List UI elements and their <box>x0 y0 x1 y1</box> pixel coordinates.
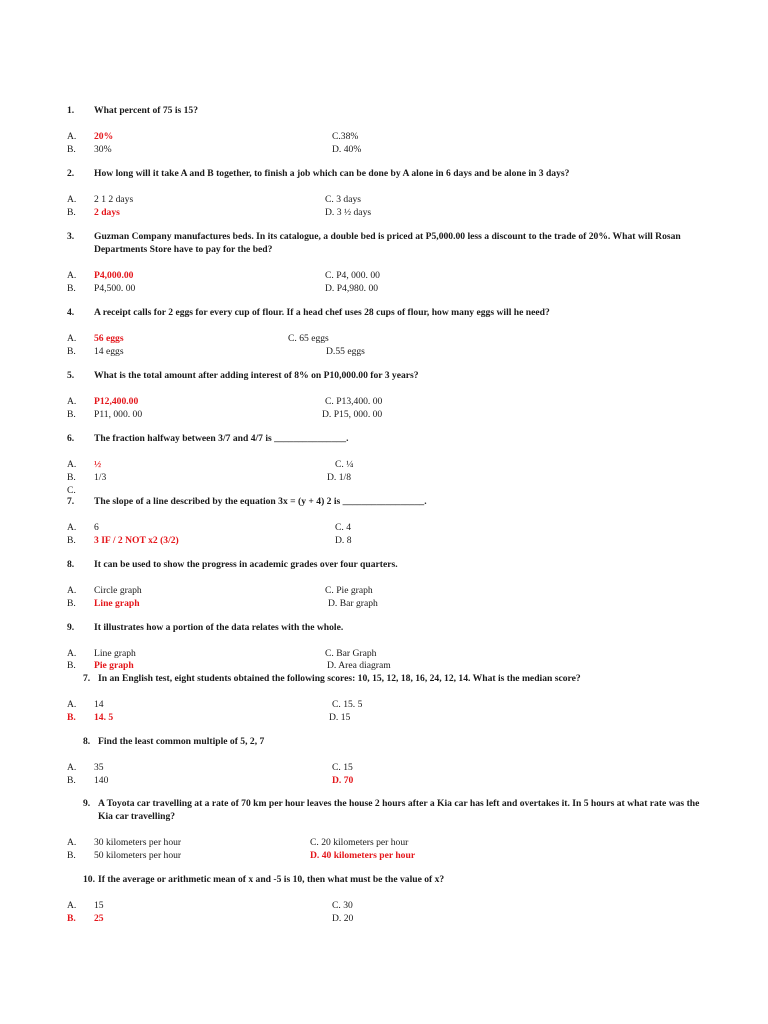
question-8b <box>67 736 708 749</box>
answer-row-b-d <box>67 345 707 358</box>
answer-row-b-d <box>67 282 707 295</box>
question-number: 2. <box>67 168 75 179</box>
choice-b: 14 eggs <box>94 346 124 357</box>
answer-row-b-d <box>67 774 707 787</box>
choice-b: 50 kilometers per hour <box>94 850 182 861</box>
choice-a-letter: A. <box>67 648 77 659</box>
choice-c: C. P4, 000. 00 <box>325 270 380 281</box>
choice-a: Line graph <box>94 648 136 659</box>
choice-a-letter: A. <box>67 396 77 407</box>
question-3 <box>67 231 708 256</box>
choice-a: Circle graph <box>94 585 142 596</box>
choice-d: D. 40% <box>332 144 362 155</box>
choice-c: C. P13,400. 00 <box>325 396 383 407</box>
question-text: What is the total amount after adding interest of 8% on P10,000.00 for 3 years? <box>94 370 419 381</box>
choice-c: C. 65 eggs <box>288 333 329 344</box>
answer-row-a-c <box>67 761 707 774</box>
question-number: 6. <box>67 433 75 444</box>
question-6 <box>67 433 708 446</box>
question-text: If the average or arithmetic mean of x and -5 is 10, then what must be the value of x? <box>98 874 445 885</box>
question-text: The slope of a line described by the equation 3x = (y + 4) 2 is _________________. <box>94 496 427 507</box>
choice-c: C. 15 <box>332 762 353 773</box>
choice-a-letter: A. <box>67 522 77 533</box>
question-number: 1. <box>67 105 75 116</box>
answer-row-b-d <box>67 471 707 484</box>
choice-d: D. 20 <box>332 913 354 924</box>
choice-b: P4,500. 00 <box>94 283 136 294</box>
question-7 <box>67 496 708 509</box>
question-number: 8. <box>83 736 91 747</box>
choice-d: D. 8 <box>335 535 352 546</box>
choice-a-correct: 56 eggs <box>94 333 124 344</box>
answer-row-b-d <box>67 659 707 672</box>
choice-a-letter: A. <box>67 131 77 142</box>
question-text: How long will it take A and B together, to finish a job which can be done by A alone in 6 days and be alone in 3 days? <box>94 168 570 179</box>
question-number: 3. <box>67 231 75 242</box>
choice-b-correct: Pie graph <box>94 660 134 671</box>
answer-row-a-c <box>67 332 707 345</box>
choice-a-letter: A. <box>67 459 77 470</box>
choice-b: 30% <box>94 144 112 155</box>
stray-choice-letter: C. <box>67 485 76 496</box>
choice-a: 6 <box>94 522 99 533</box>
answer-row-b-d <box>67 408 707 421</box>
choice-b-correct: 14. 5 <box>94 712 114 723</box>
choice-a-correct: P4,000.00 <box>94 270 134 281</box>
choice-b-letter: B. <box>67 409 76 420</box>
choice-a-letter: A. <box>67 585 77 596</box>
choice-d: D. 3 ½ days <box>325 207 372 218</box>
question-8 <box>67 559 708 572</box>
choice-b-letter: B. <box>67 283 76 294</box>
choice-b-letter: B. <box>67 207 76 218</box>
question-text: In an English test, eight students obtained the following scores: 10, 15, 12, 18, 16, 24, 12, 14. What is the median score? <box>98 673 581 684</box>
choice-a-letter: A. <box>67 194 77 205</box>
choice-b-letter: B. <box>67 535 76 546</box>
choice-b-letter: B. <box>67 913 76 924</box>
choice-c: C. 30 <box>332 900 353 911</box>
answer-row-a-c <box>67 269 707 282</box>
question-text: A receipt calls for 2 eggs for every cup of flour. If a head chef uses 28 cups of flour, how many eggs will he need? <box>94 307 550 318</box>
choice-a-letter: A. <box>67 837 77 848</box>
answer-row-a-c <box>67 698 707 711</box>
question-1 <box>67 105 708 118</box>
choice-b-letter: B. <box>67 472 76 483</box>
choice-a-letter: A. <box>67 270 77 281</box>
question-4 <box>67 307 708 320</box>
choice-a: 14 <box>94 699 104 710</box>
answer-row-a-c <box>67 458 707 471</box>
choice-b-letter: B. <box>67 660 76 671</box>
question-text: Guzman Company manufactures beds. In its catalogue, a double bed is priced at P5,000.00 less a discount to the trade of 20%. What will Rosan Departments Store have to pay for the bed? <box>94 231 681 255</box>
choice-c: C.38% <box>332 131 359 142</box>
question-text: What percent of 75 is 15? <box>94 105 199 116</box>
choice-d: D. Area diagram <box>327 660 391 671</box>
answer-row-b-d <box>67 534 707 547</box>
question-2 <box>67 168 708 181</box>
question-number: 5. <box>67 370 75 381</box>
question-number: 10. <box>83 874 95 885</box>
choice-b-correct: 25 <box>94 913 104 924</box>
choice-b-letter: B. <box>67 144 76 155</box>
answer-row-a-c <box>67 521 707 534</box>
question-7b <box>67 673 708 686</box>
question-9 <box>67 622 708 635</box>
question-5 <box>67 370 708 383</box>
choice-a: 2 1 2 days <box>94 194 134 205</box>
choice-c: C. Pie graph <box>325 585 373 596</box>
answer-row-b-d <box>67 912 707 925</box>
choice-c: C. ¼ <box>335 459 354 470</box>
choice-c: C. 20 kilometers per hour <box>310 837 409 848</box>
choice-c: C. 15. 5 <box>332 699 363 710</box>
choice-c: C. Bar Graph <box>325 648 377 659</box>
choice-b-letter: B. <box>67 712 76 723</box>
answer-row-b-d <box>67 711 707 724</box>
question-10 <box>67 874 708 887</box>
question-number: 4. <box>67 307 75 318</box>
answer-row-a-c <box>67 899 707 912</box>
choice-a-letter: A. <box>67 333 77 344</box>
choice-d-correct: D. 70 <box>332 775 354 786</box>
choice-d: D.55 eggs <box>326 346 365 357</box>
choice-a-letter: A. <box>67 762 77 773</box>
question-text: A Toyota car travelling at a rate of 70 km per hour leaves the house 2 hours after a Kia car has left and overtakes it. In 5 hours at what rate was the Kia car travelling? <box>98 798 700 822</box>
choice-b-letter: B. <box>67 775 76 786</box>
choice-d: D. P4,980. 00 <box>325 283 379 294</box>
question-text: Find the least common multiple of 5, 2, 7 <box>98 736 265 747</box>
answer-row-b-d <box>67 206 707 219</box>
choice-b-correct: Line graph <box>94 598 140 609</box>
question-text: It can be used to show the progress in academic grades over four quarters. <box>94 559 398 570</box>
question-number: 9. <box>83 798 91 809</box>
choice-d: D. 15 <box>329 712 351 723</box>
answer-row-b-d <box>67 849 707 862</box>
choice-a-letter: A. <box>67 699 77 710</box>
choice-b: 1/3 <box>94 472 107 483</box>
question-text: It illustrates how a portion of the data relates with the whole. <box>94 622 344 633</box>
question-number: 7. <box>83 673 91 684</box>
choice-b-letter: B. <box>67 850 76 861</box>
answer-row-b-d <box>67 597 707 610</box>
answer-row-a-c <box>67 130 707 143</box>
choice-a-correct: P12,400.00 <box>94 396 139 407</box>
choice-d: D. Bar graph <box>328 598 378 609</box>
choice-b-letter: B. <box>67 598 76 609</box>
choice-b-letter: B. <box>67 346 76 357</box>
choice-a-letter: A. <box>67 900 77 911</box>
question-number: 8. <box>67 559 75 570</box>
choice-a: 35 <box>94 762 104 773</box>
choice-a: 30 kilometers per hour <box>94 837 182 848</box>
question-number: 9. <box>67 622 75 633</box>
choice-a: 15 <box>94 900 104 911</box>
choice-a-correct: 20% <box>94 131 114 142</box>
choice-c: C. 3 days <box>325 194 361 205</box>
question-text: The fraction halfway between 3/7 and 4/7 is _______________. <box>94 433 349 444</box>
choice-a-correct: ½ <box>94 459 102 470</box>
choice-d-correct: D. 40 kilometers per hour <box>310 850 416 861</box>
answer-row-a-c <box>67 584 707 597</box>
answer-row-a-c <box>67 836 707 849</box>
question-9b <box>67 798 708 823</box>
choice-d: D. P15, 000. 00 <box>322 409 383 420</box>
answer-row-b-d <box>67 143 707 156</box>
choice-b-correct: 3 IF / 2 NOT x2 (3/2) <box>94 535 179 546</box>
choice-d: D. 1/8 <box>327 472 351 483</box>
choice-b: 140 <box>94 775 109 786</box>
answer-row-a-c <box>67 395 707 408</box>
choice-b: P11, 000. 00 <box>94 409 143 420</box>
answer-row-a-c <box>67 193 707 206</box>
choice-b-correct: 2 days <box>94 207 120 218</box>
question-number: 7. <box>67 496 75 507</box>
choice-c: C. 4 <box>335 522 351 533</box>
